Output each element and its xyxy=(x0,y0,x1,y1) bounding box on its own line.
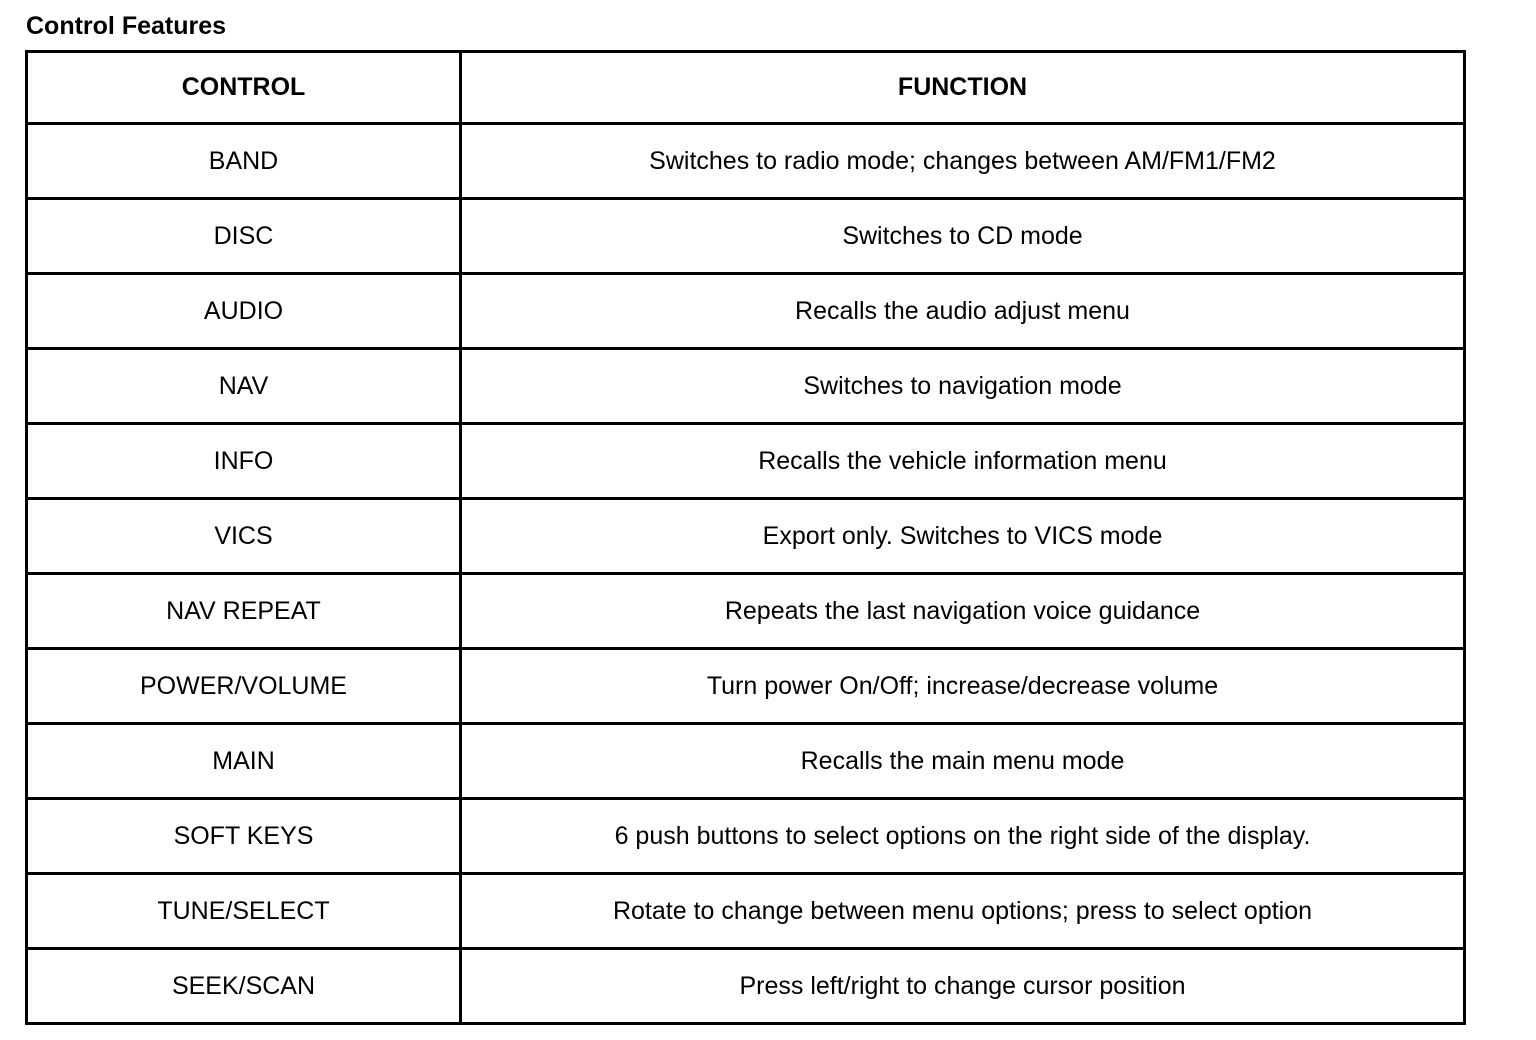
table-row xyxy=(27,424,1465,499)
table-row xyxy=(27,499,1465,574)
cell-function: 6 push buttons to select options on the right side of the display. xyxy=(461,799,1465,874)
cell-function: Recalls the main menu mode xyxy=(461,724,1465,799)
cell-control: SEEK/SCAN xyxy=(27,949,461,1024)
cell-control: SOFT KEYS xyxy=(27,799,461,874)
table-row xyxy=(27,199,1465,274)
cell-function: Switches to radio mode; changes between AM/FM1/FM2 xyxy=(461,124,1465,199)
cell-control: NAV REPEAT xyxy=(27,574,461,649)
cell-control: TUNE/SELECT xyxy=(27,874,461,949)
cell-control: DISC xyxy=(27,199,461,274)
table-row xyxy=(27,949,1465,1024)
cell-control: AUDIO xyxy=(27,274,461,349)
cell-control: INFO xyxy=(27,424,461,499)
cell-function: Switches to navigation mode xyxy=(461,349,1465,424)
cell-function: Recalls the audio adjust menu xyxy=(461,274,1465,349)
page-title: Control Features xyxy=(26,12,227,40)
table-row xyxy=(27,349,1465,424)
cell-function: Export only. Switches to VICS mode xyxy=(461,499,1465,574)
table-row xyxy=(27,274,1465,349)
table-row xyxy=(27,724,1465,799)
table-row xyxy=(27,574,1465,649)
cell-function: Turn power On/Off; increase/decrease volume xyxy=(461,649,1465,724)
table-row xyxy=(27,649,1465,724)
table-row xyxy=(27,799,1465,874)
cell-control: NAV xyxy=(27,349,461,424)
cell-control: VICS xyxy=(27,499,461,574)
cell-function: Recalls the vehicle information menu xyxy=(461,424,1465,499)
cell-control: BAND xyxy=(27,124,461,199)
table-header-row xyxy=(27,52,1465,124)
cell-function: Switches to CD mode xyxy=(461,199,1465,274)
cell-control: MAIN xyxy=(27,724,461,799)
cell-function: Rotate to change between menu options; press to select option xyxy=(461,874,1465,949)
cell-function: Press left/right to change cursor position xyxy=(461,949,1465,1024)
header-control: CONTROL xyxy=(27,52,461,124)
header-function: FUNCTION xyxy=(461,52,1465,124)
table-row xyxy=(27,874,1465,949)
cell-control: POWER/VOLUME xyxy=(27,649,461,724)
table-row xyxy=(27,124,1465,199)
cell-function: Repeats the last navigation voice guidance xyxy=(461,574,1465,649)
control-features-table xyxy=(25,50,1466,1025)
